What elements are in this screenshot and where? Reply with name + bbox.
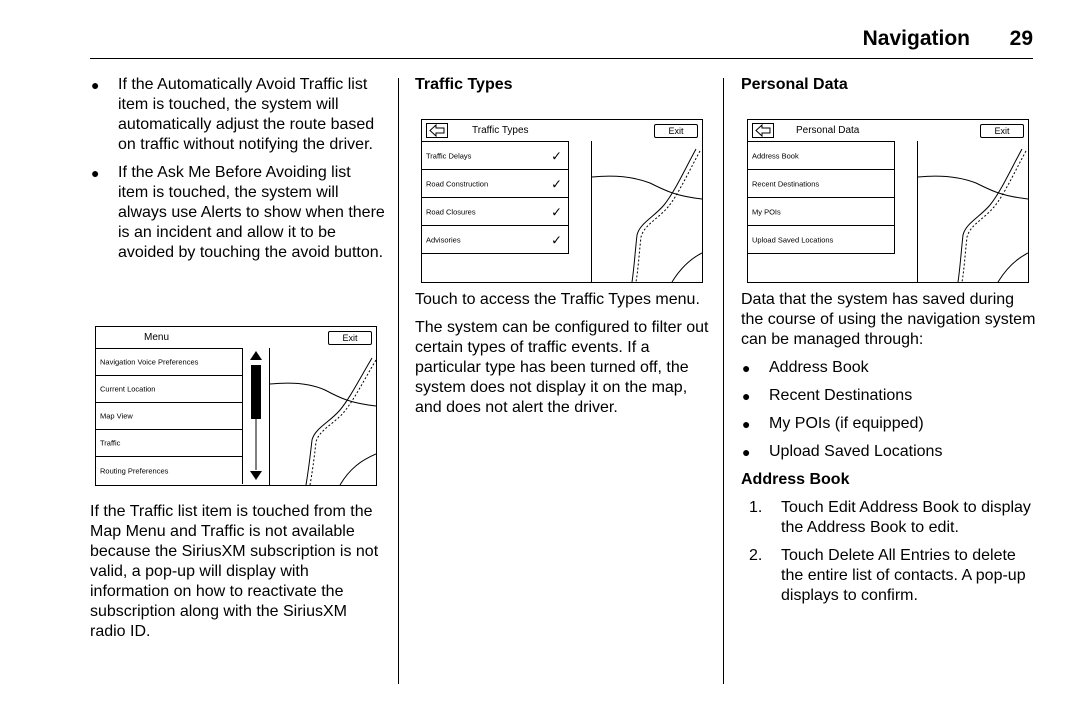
column-divider-2 (723, 78, 724, 684)
personal-data-screen-illustration (747, 119, 1029, 283)
section-heading: Personal Data (741, 76, 848, 93)
bullet-text: If the Automatically Avoid Traffic list item is touched, the system will automatically adjust the route based on traffic without notifying the driver. (118, 76, 375, 153)
list-item: ● Address Book (742, 359, 869, 376)
body-paragraph: Data that the system has saved during the course of using the navigation system can be managed through: (741, 291, 1036, 348)
column-3-heading (741, 75, 1036, 95)
list-item: Routing Preferences (100, 466, 169, 475)
sub-heading: Address Book (741, 471, 850, 488)
column-2 (415, 75, 710, 95)
column-1 (90, 75, 385, 271)
bullet-text: If the Ask Me Before Avoiding list item is touched, the system will always use Alerts to show when there is an incident and allow it to be avoided by touching the avoid button. (118, 164, 385, 261)
list-item: Map View (96, 403, 242, 430)
screen-titlebar (422, 120, 702, 140)
exit-button: Exit (328, 331, 372, 345)
body-paragraph: If the Traffic list item is touched from the Map Menu and Traffic is not available because the SiriusXM subscription is not valid, a pop-up will display with information on how to reactivate the subscription along with the SiriusXM radio ID. (90, 503, 379, 640)
bullet-icon: ● (91, 77, 100, 93)
body-paragraph: Touch to access the Traffic Types menu. (415, 291, 700, 308)
bullet-icon: ● (91, 165, 100, 181)
list-item: 2. Touch Delete All Entries to delete the entire list of contacts. A pop-up displays to confirm. (749, 547, 1026, 604)
map-icon (918, 141, 1028, 282)
list-item: Address Book (748, 142, 894, 170)
list-item: Road Closures ✓ (422, 198, 568, 226)
list-item: ● Upload Saved Locations (742, 443, 943, 460)
bullet-icon: ● (742, 416, 751, 432)
screen-titlebar (748, 120, 1028, 140)
list-item: Recent Destinations (748, 170, 894, 198)
screen-title: Menu (144, 332, 170, 343)
column-divider-1 (398, 78, 399, 684)
check-icon: ✓ (551, 232, 562, 247)
bullet-icon: ● (742, 388, 751, 404)
column-2-text (415, 290, 710, 418)
section-title: Navigation (862, 27, 970, 50)
list-item: Traffic Delays ✓ (422, 142, 568, 170)
page-number: 29 (1009, 27, 1033, 50)
traffic-types-list (422, 141, 569, 254)
list-item: ● Recent Destinations (742, 387, 913, 404)
scrollbar (243, 348, 270, 485)
check-icon: ✓ (551, 176, 562, 191)
list-spacer (569, 141, 592, 282)
column-3-text (741, 290, 1036, 614)
list-item: ● My POIs (if equipped) (742, 415, 924, 432)
section-heading: Traffic Types (415, 76, 513, 93)
menu-list (96, 348, 243, 484)
list-item (90, 75, 385, 155)
screen-titlebar (96, 327, 376, 347)
scroll-arrows-icon (243, 348, 269, 485)
check-icon: ✓ (551, 204, 562, 219)
list-spacer (895, 141, 918, 282)
back-arrow-icon (426, 123, 448, 138)
header-rule (90, 58, 1033, 59)
map-icon (270, 348, 376, 485)
back-arrow-icon (752, 123, 774, 138)
list-item: Traffic (96, 430, 242, 457)
traffic-types-screen-illustration (421, 119, 703, 283)
column-1-paragraph (90, 502, 385, 642)
list-item: Advisories ✓ (422, 226, 568, 254)
list-item: My POIs (748, 198, 894, 226)
map-icon (592, 141, 702, 282)
list-item: Current Location (96, 376, 242, 403)
exit-button: Exit (980, 124, 1024, 138)
screen-title: Traffic Types (472, 125, 529, 136)
personal-data-list (748, 141, 895, 254)
list-item: Upload Saved Locations (748, 226, 894, 254)
check-icon: ✓ (551, 148, 562, 163)
list-item (90, 163, 385, 263)
bullet-icon: ● (742, 360, 751, 376)
body-paragraph: The system can be configured to filter out certain types of traffic events. If a particular type has been turned off, the system does not display it on the map, and does not alert the driver. (415, 319, 709, 416)
list-item: Road Construction ✓ (422, 170, 568, 198)
exit-button: Exit (654, 124, 698, 138)
menu-screen-illustration (95, 326, 377, 486)
screen-title: Personal Data (796, 125, 860, 136)
list-item: Navigation Voice Preferences (96, 349, 242, 376)
bullet-icon: ● (742, 444, 751, 460)
list-item: 1. Touch Edit Address Book to display the Address Book to edit. (749, 499, 1031, 536)
